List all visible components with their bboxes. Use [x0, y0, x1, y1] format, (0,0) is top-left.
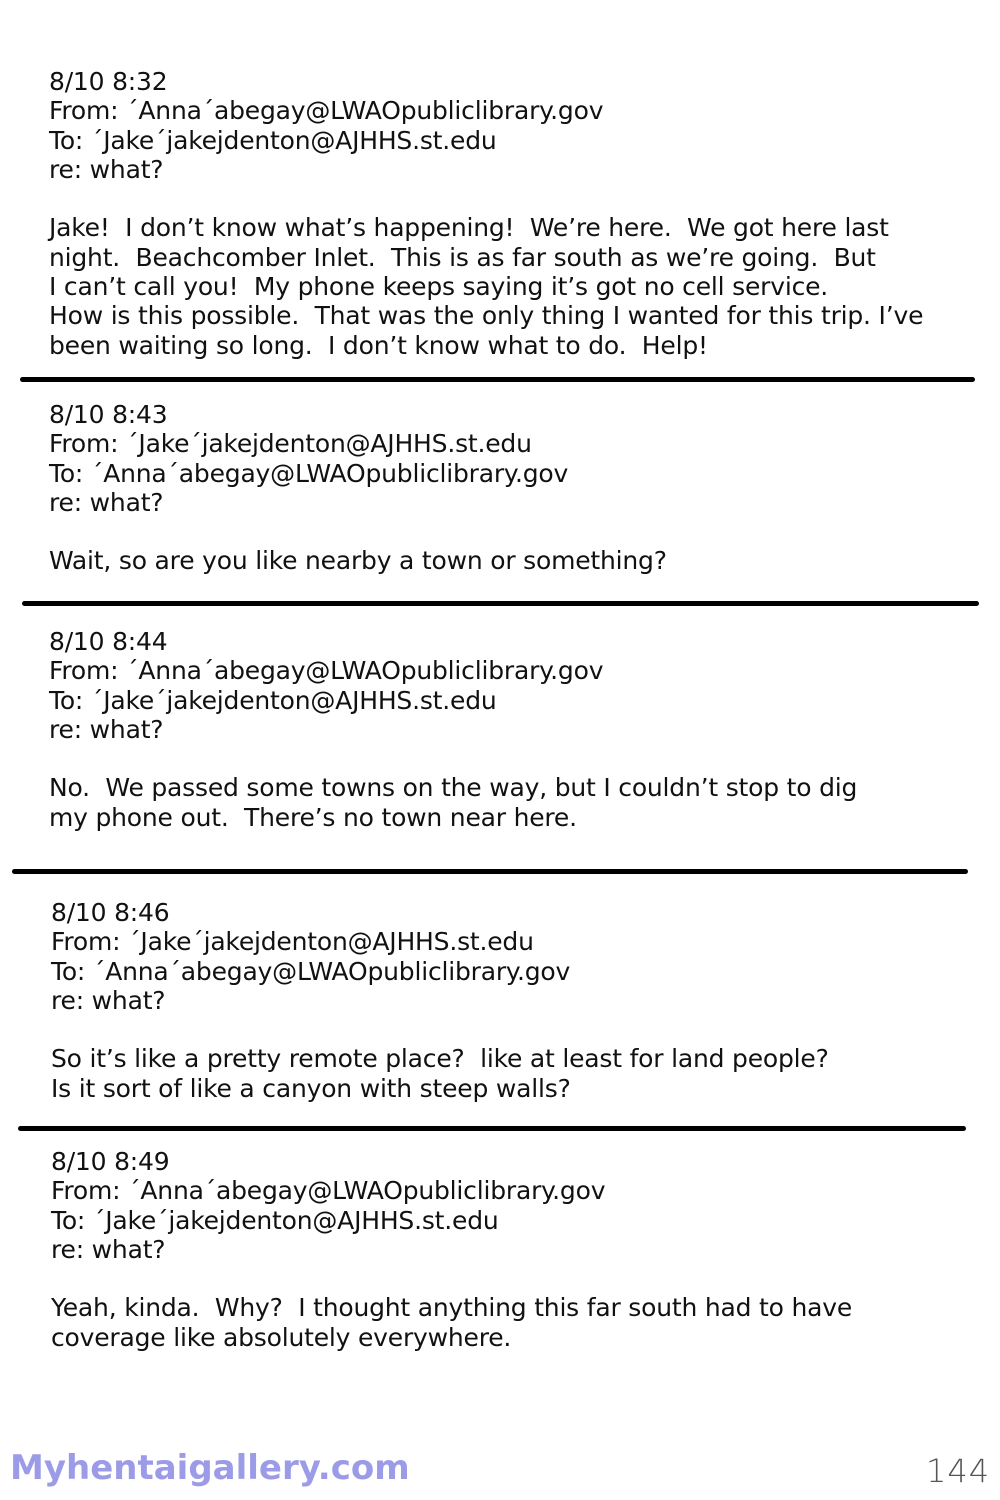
email-body: [51, 1044, 951, 1103]
email-message-2: [49, 400, 949, 576]
email-subject: re: what?: [51, 1234, 166, 1264]
email-subject: re: what?: [51, 985, 166, 1015]
email-message-1: [49, 67, 949, 360]
email-timestamp: 8/10 8:43: [49, 400, 168, 429]
email-body-line: night. Beachcomber Inlet. This is as far south as we’re going. But: [49, 242, 876, 272]
message-divider: [12, 869, 968, 874]
message-divider: [22, 601, 979, 606]
email-timestamp: 8/10 8:46: [51, 898, 170, 927]
email-to: To: ´Jake´jakejdenton@AJHHS.st.edu: [51, 1205, 499, 1235]
email-timestamp: 8/10 8:49: [51, 1147, 170, 1176]
email-body-line: coverage like absolutely everywhere.: [51, 1322, 512, 1352]
email-to: To: ´Jake´jakejdenton@AJHHS.st.edu: [49, 685, 497, 715]
email-from: From: ´Anna´abegay@LWAOpubliclibrary.gov: [49, 656, 604, 686]
email-to: To: ´Jake´jakejdenton@AJHHS.st.edu: [49, 125, 497, 155]
email-from: From: ´Jake´jakejdenton@AJHHS.st.edu: [49, 429, 532, 459]
email-body-line: Yeah, kinda. Why? I thought anything this far south had to have: [51, 1293, 853, 1323]
email-body: [49, 213, 949, 359]
email-body-line: I can’t call you! My phone keeps saying it’s got no cell service.: [49, 272, 829, 302]
email-body-line: Jake! I don’t know what’s happening! We’re here. We got here last: [49, 213, 889, 243]
email-from: From: ´Anna´abegay@LWAOpubliclibrary.gov: [51, 1176, 606, 1206]
email-to: To: ´Anna´abegay@LWAOpubliclibrary.gov: [51, 956, 571, 986]
email-body: [49, 773, 949, 832]
email-body-line: my phone out. There’s no town near here.: [49, 802, 577, 832]
email-subject: re: what?: [49, 487, 164, 517]
email-body-line: Is it sort of like a canyon with steep walls?: [51, 1073, 571, 1103]
email-message-5: [51, 1147, 951, 1352]
message-divider: [18, 1126, 966, 1131]
email-timestamp: 8/10 8:32: [49, 67, 168, 96]
email-subject: re: what?: [49, 154, 164, 184]
email-subject: re: what?: [49, 714, 164, 744]
email-from: From: ´Anna´abegay@LWAOpubliclibrary.gov: [49, 96, 604, 126]
email-body: [51, 1293, 951, 1352]
email-body-line: So it’s like a pretty remote place? like at least for land people?: [51, 1044, 829, 1074]
email-message-4: [51, 898, 951, 1103]
email-to: To: ´Anna´abegay@LWAOpubliclibrary.gov: [49, 458, 569, 488]
email-body-line: been waiting so long. I don’t know what to do. Help!: [49, 330, 708, 360]
message-divider: [20, 377, 975, 382]
page-number: 144: [926, 1452, 991, 1490]
email-timestamp: 8/10 8:44: [49, 627, 168, 656]
email-body-line: Wait, so are you like nearby a town or something?: [49, 546, 667, 576]
email-from: From: ´Jake´jakejdenton@AJHHS.st.edu: [51, 927, 534, 957]
email-body: [49, 546, 949, 575]
email-body-line: How is this possible. That was the only thing I wanted for this trip. I’ve: [49, 301, 924, 331]
email-message-3: [49, 627, 949, 832]
email-body-line: No. We passed some towns on the way, but I couldn’t stop to dig: [49, 773, 858, 803]
site-watermark: Myhentaigallery.com: [10, 1448, 410, 1488]
